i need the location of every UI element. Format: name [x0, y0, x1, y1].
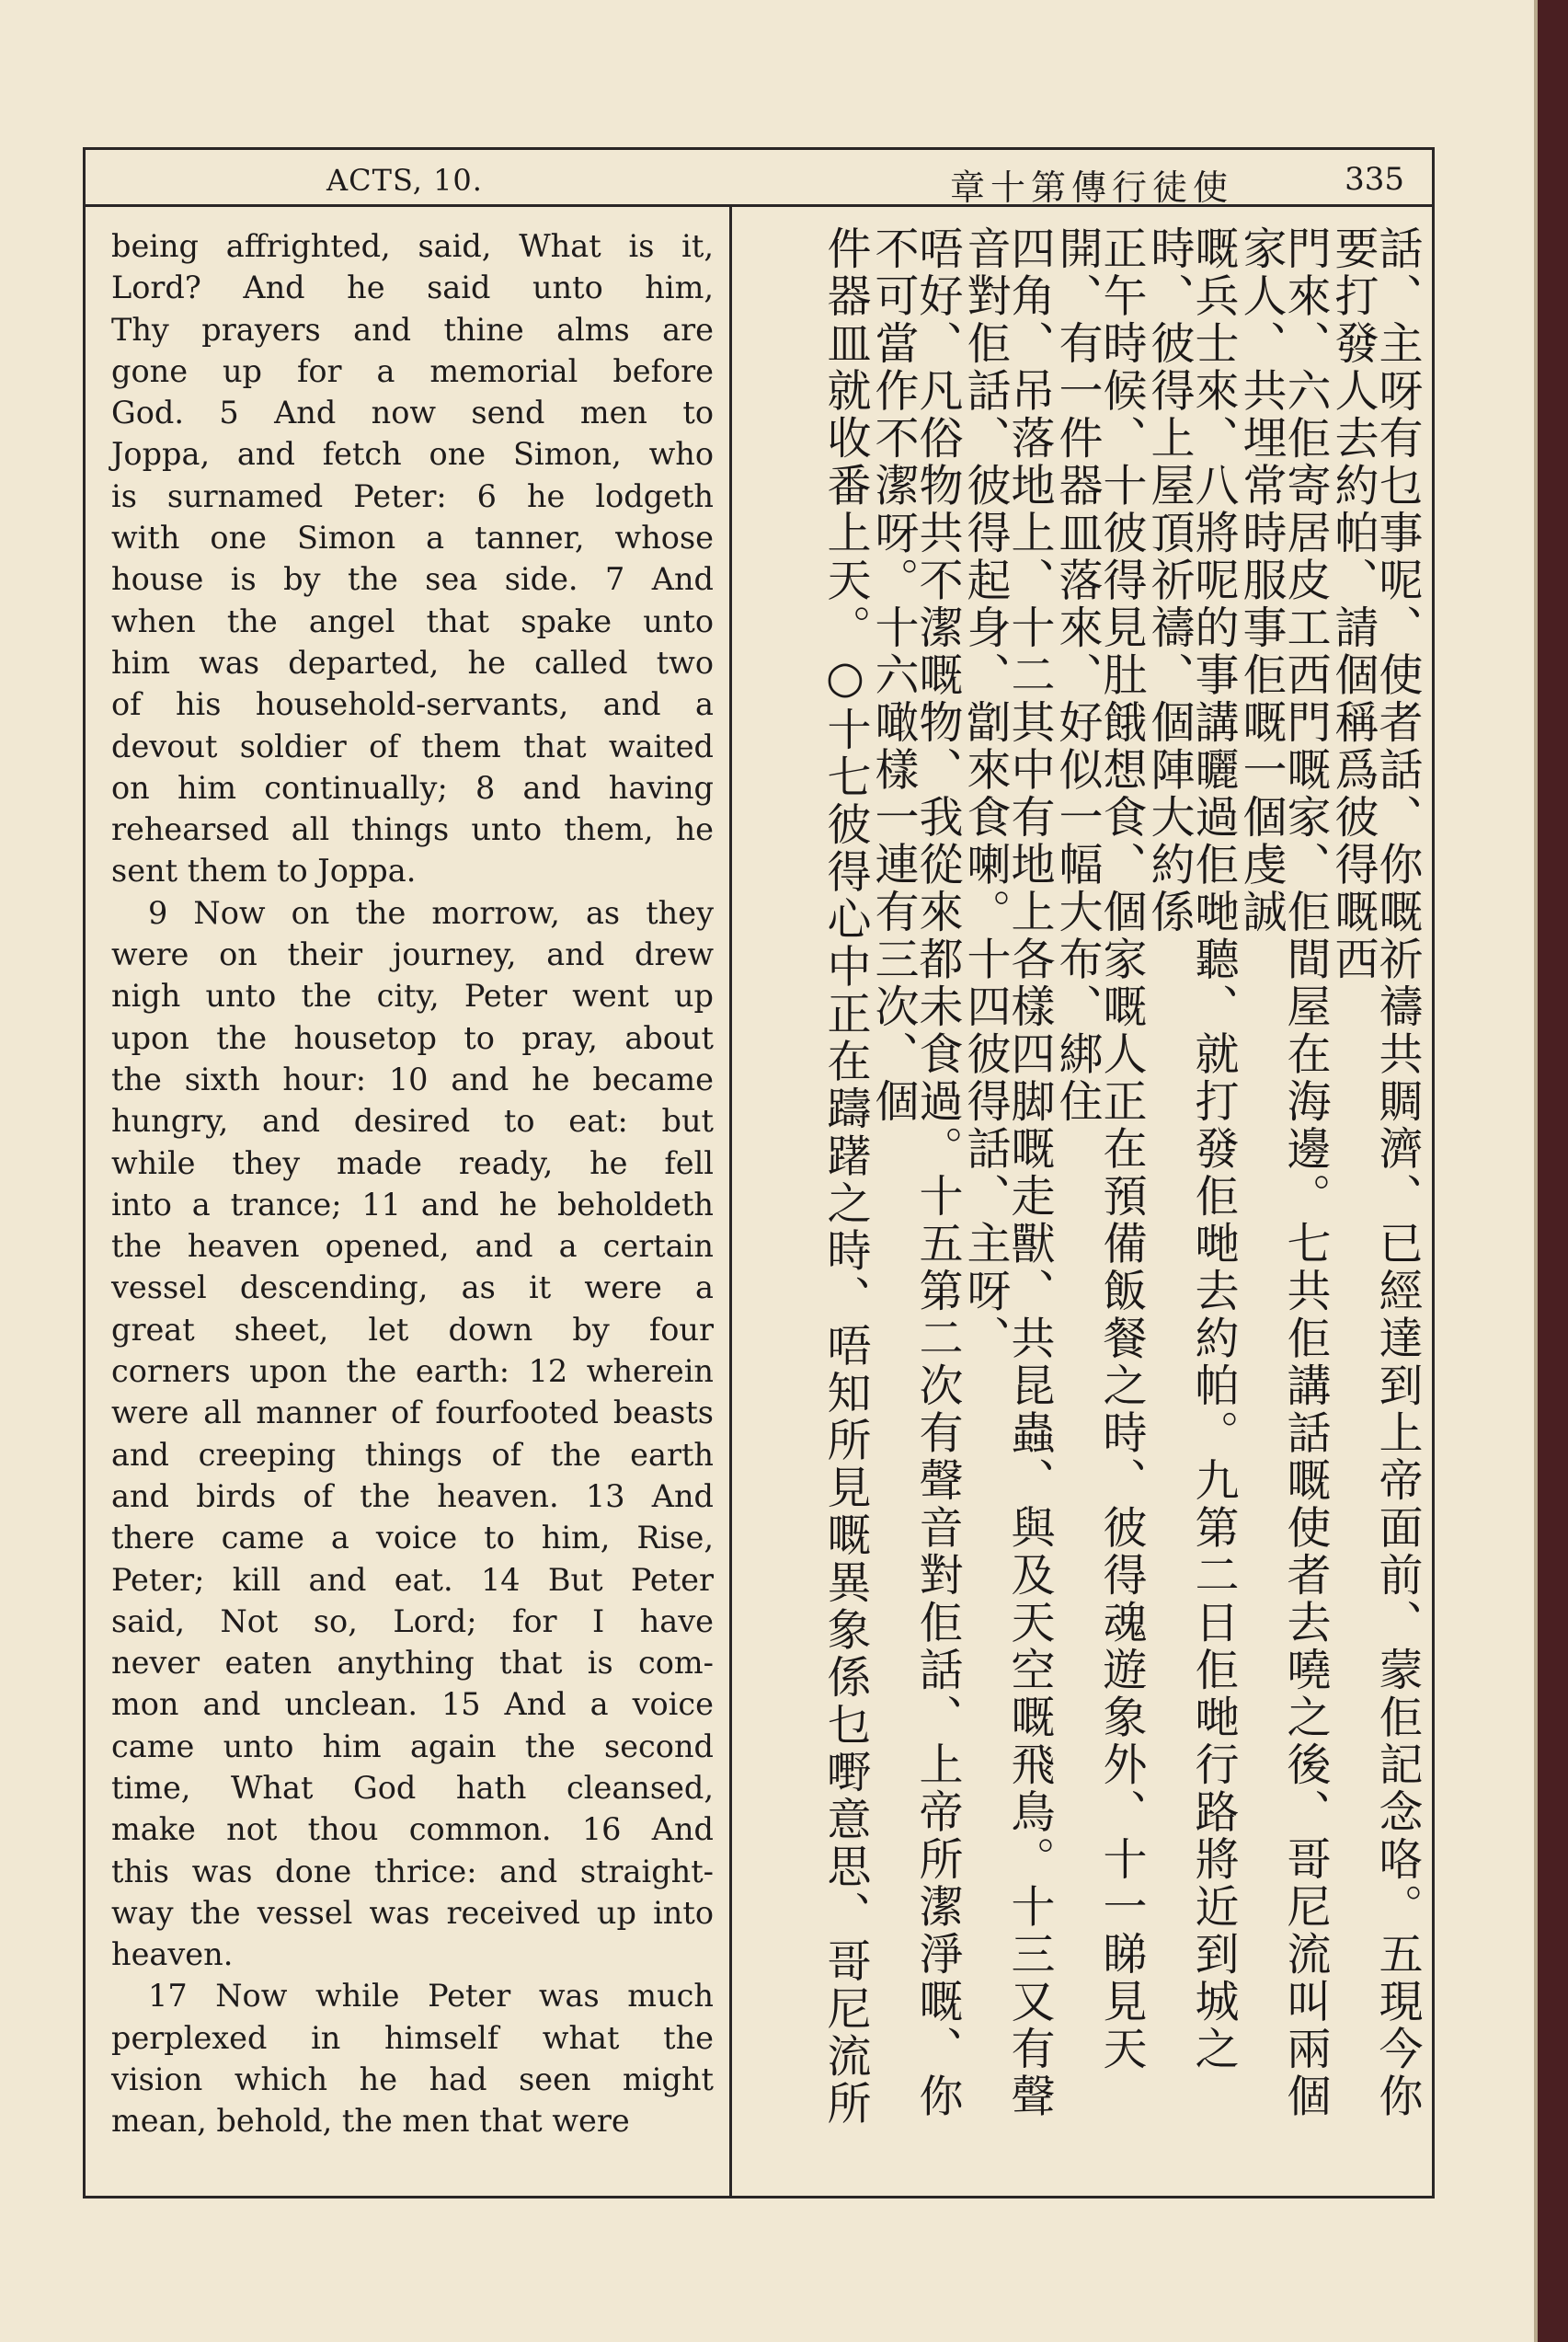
english-line: Peter; kill and eat. 14 But Peter — [111, 1561, 714, 1598]
english-line: him was departed, he called two — [111, 644, 714, 681]
chinese-text-column: 四角、吊落地上、十二其中有地上各樣四脚嘅走獸、共昆蟲、與及天空嘅飛鳥。十三又有聲音對佢話、彼得起身、劏來食喇。十四彼得話、主呀、 — [959, 225, 1055, 2120]
english-line: nigh unto the city, Peter went up — [111, 978, 714, 1015]
english-line: way the vessel was received up into — [111, 1894, 714, 1931]
english-line: is surnamed Peter: 6 he lodgeth — [111, 477, 714, 514]
english-line: this was done thrice: and straight- — [111, 1853, 714, 1889]
text-frame — [83, 147, 1435, 2198]
chinese-column — [784, 225, 1423, 2148]
english-line: mean, behold, the men that were — [111, 2103, 630, 2140]
english-line: mon and unclean. 15 And a voice — [111, 1686, 714, 1723]
english-line: devout soldier of them that waited — [111, 728, 714, 764]
english-line: being affrighted, said, What is it, — [111, 228, 714, 264]
english-line: 9 Now on the morrow, as they — [148, 894, 714, 931]
running-head-english: ACTS, 10. — [326, 163, 483, 198]
running-header — [86, 150, 1432, 207]
page-number: 335 — [1345, 161, 1404, 198]
english-line: perplexed in himself what the — [111, 2019, 714, 2056]
english-line: sent them to Joppa. — [111, 853, 417, 890]
english-line: Lord? And he said unto him, — [111, 270, 714, 306]
chinese-text-column: 件器皿就收番上天。○十七彼得心中正在躊躇之時、唔知所見嘅異象係乜嘢意思、哥尼流所 — [819, 225, 871, 2128]
english-line: hungry, and desired to eat: but — [111, 1103, 714, 1140]
english-line: said, Not so, Lord; for I have — [111, 1602, 714, 1639]
english-line: vision which he had seen might — [111, 2061, 714, 2098]
chinese-text-column: 嘅兵士來、八將呢的事講曬過佢哋聽、就打發佢哋去約帕。九第二日佢哋行路將近到城之時、彼得上屋頂祈禱、個陣大約係 — [1143, 225, 1239, 2073]
english-line: rehearsed all things unto them, he — [111, 811, 714, 848]
english-line: were all manner of fourfooted beasts — [111, 1395, 714, 1431]
english-line: Thy prayers and thine alms are — [111, 311, 714, 348]
english-column — [111, 225, 714, 2142]
running-head-chinese: 章十第傳行徒使 — [950, 167, 1234, 208]
english-line: time, What God hath cleansed, — [111, 1769, 714, 1806]
chinese-text-column: 唔好、凡俗物共不潔嘅物、我從來都未食過。十五第二次有聲音對佢話、上帝所潔淨嘅、你不可當作不潔呀。十六噉樣一連有三次、個 — [867, 225, 963, 2120]
english-line: corners upon the earth: 12 wherein — [111, 1353, 714, 1390]
english-line: with one Simon a tanner, whose — [111, 520, 714, 557]
english-line: great sheet, let down by four — [111, 1311, 714, 1348]
english-line: when the angel that spake unto — [111, 603, 714, 639]
english-line: the heaven opened, and a certain — [111, 1228, 714, 1265]
english-line: heaven. — [111, 1936, 234, 1973]
chinese-text-column: 門來、六佢寄居皮工西門嘅家、佢間屋在海邊。七共佢講話嘅使者去嘵之後、哥尼流叫兩個家人、共埋常時服事佢嘅一個虔誠 — [1235, 225, 1331, 2120]
english-line: God. 5 And now send men to — [111, 395, 714, 431]
chinese-text-column: 正午時候、十彼得見肚餓想食、個家嘅人正在預備飯餐之時、彼得魂遊象外、十一睇見天開、有一件器皿落來、好似一幅大布、綁住 — [1051, 225, 1147, 2073]
english-line: house is by the sea side. 7 And — [111, 561, 714, 598]
english-line: into a trance; 11 and he beholdeth — [111, 1186, 714, 1223]
english-line: upon the housetop to pray, about — [111, 1019, 714, 1056]
english-line: gone up for a memorial before — [111, 352, 714, 389]
english-line: 17 Now while Peter was much — [148, 1978, 714, 2015]
english-line: were on their journey, and drew — [111, 936, 714, 973]
column-divider — [729, 207, 732, 2196]
english-line: of his household-servants, and a — [111, 686, 714, 723]
english-line: vessel descending, as it were a — [111, 1269, 714, 1306]
english-line: make not thou common. 16 And — [111, 1811, 714, 1848]
chinese-text-column: 話、主呀有乜事呢、使者話、你嘅祈禱共賙濟、已經達到上帝面前、蒙佢記念咯。五現今你要打發人去約帕、請個稱爲彼得嘅西 — [1327, 225, 1423, 2120]
english-line: Joppa, and fetch one Simon, who — [111, 436, 714, 473]
english-line: and birds of the heaven. 13 And — [111, 1477, 714, 1514]
english-line: came unto him again the second — [111, 1728, 714, 1764]
english-line: never eaten anything that is com- — [111, 1645, 714, 1682]
english-line: there came a voice to him, Rise, — [111, 1520, 714, 1556]
english-line: on him continually; 8 and having — [111, 769, 714, 806]
english-line: the sixth hour: 10 and he became — [111, 1061, 714, 1097]
english-line: while they made ready, he fell — [111, 1144, 714, 1181]
english-line: and creeping things of the earth — [111, 1436, 714, 1473]
